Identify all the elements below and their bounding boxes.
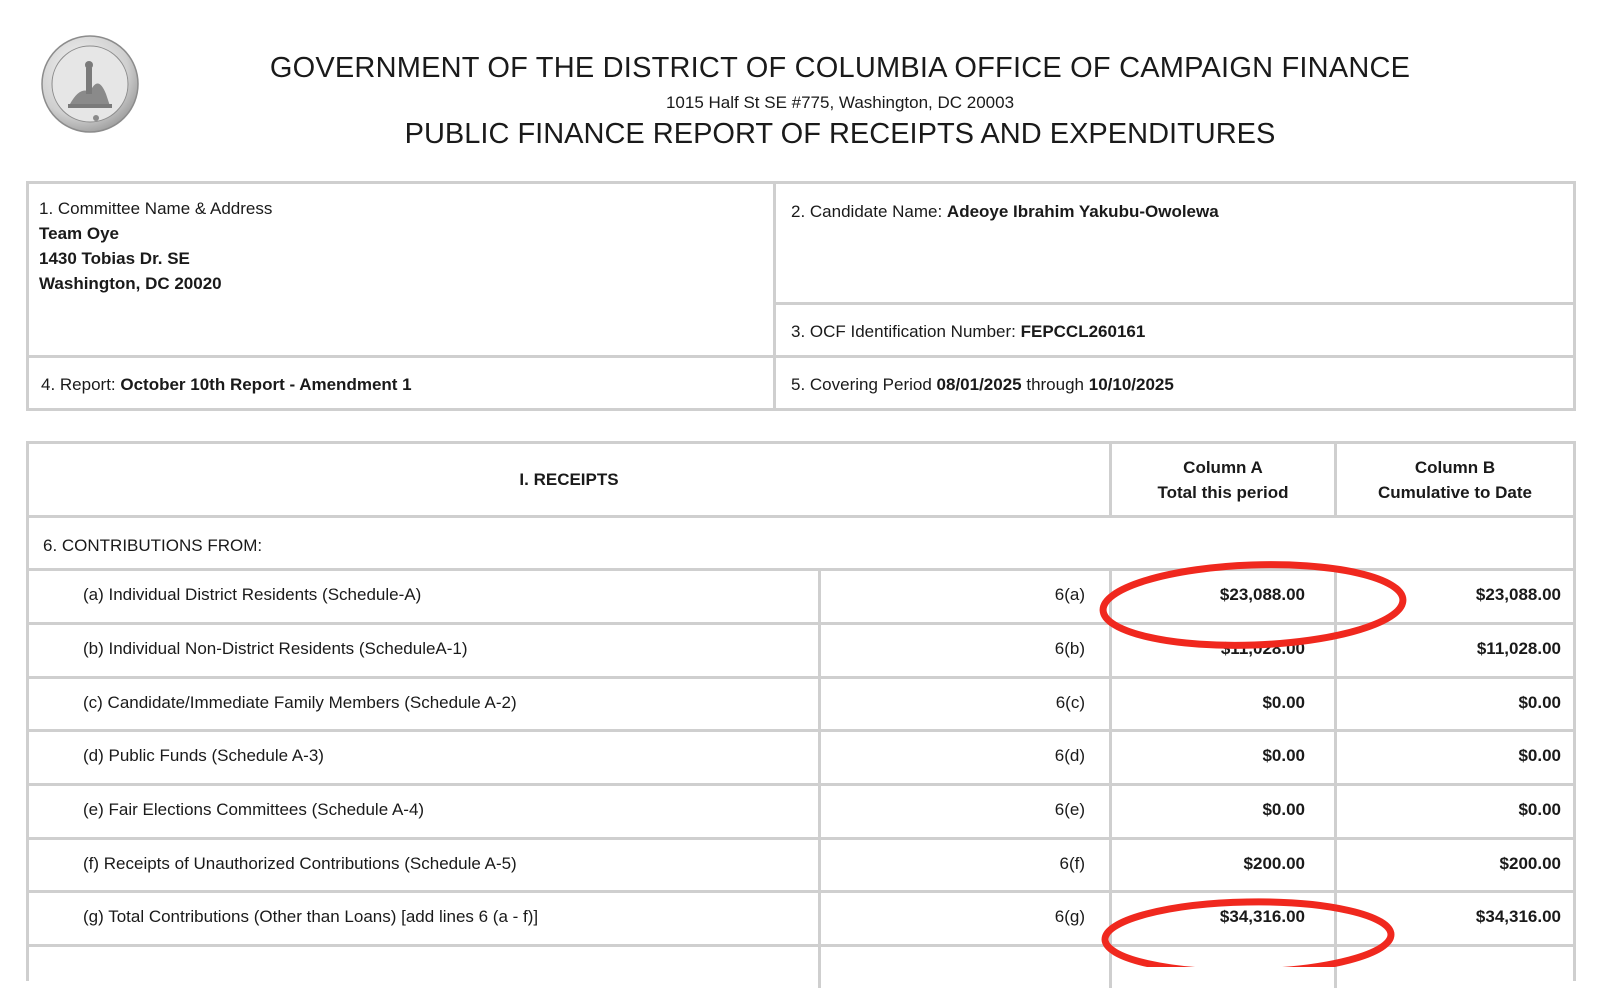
row-column-b-value: $23,088.00 bbox=[1475, 585, 1561, 604]
row-column-b-value: $34,316.00 bbox=[1475, 907, 1561, 926]
contributions-section-label: 6. CONTRIBUTIONS FROM: bbox=[43, 536, 263, 555]
row-description: (c) Candidate/Immediate Family Members (Schedule A-2) bbox=[83, 693, 517, 712]
table-row bbox=[29, 679, 1573, 730]
agency-title: GOVERNMENT OF THE DISTRICT OF COLUMBIA OFFICE OF CAMPAIGN FINANCE bbox=[269, 52, 1411, 84]
ocf-label: 3. OCF Identification Number: bbox=[791, 322, 1021, 341]
row-column-a-value: $11,028.00 bbox=[1220, 639, 1305, 658]
row-column-a-value: $34,316.00 bbox=[1219, 907, 1305, 926]
candidate-block bbox=[767, 199, 1219, 224]
receipts-table bbox=[26, 441, 1576, 981]
period-end: 10/10/2025 bbox=[1088, 375, 1174, 394]
committee-name: Team Oye bbox=[39, 224, 120, 243]
row-column-b-value: $0.00 bbox=[1518, 693, 1561, 712]
column-a-header bbox=[1112, 455, 1334, 505]
row-column-a-value: $0.00 bbox=[1262, 693, 1305, 712]
row-column-a-value: $23,088.00 bbox=[1219, 585, 1305, 604]
report-title: PUBLIC FINANCE REPORT OF RECEIPTS AND EXPENDITURES bbox=[404, 118, 1276, 150]
committee-street: 1430 Tobias Dr. SE bbox=[39, 249, 190, 268]
row-description: (d) Public Funds (Schedule A-3) bbox=[83, 746, 324, 765]
table-row bbox=[29, 571, 1573, 622]
column-b-title: Column B bbox=[1414, 458, 1496, 477]
row-line-number: 6(d) bbox=[1054, 746, 1085, 765]
row-description: (g) Total Contributions (Other than Loans) [add lines 6 (a - f)] bbox=[83, 907, 539, 926]
row-column-a-value: $0.00 bbox=[1262, 800, 1305, 819]
column-b-subtitle: Cumulative to Date bbox=[1378, 483, 1532, 502]
candidate-label: 2. Candidate Name: bbox=[791, 202, 947, 221]
period-label: 5. Covering Period bbox=[791, 375, 937, 394]
row-line-number: 6(c) bbox=[1055, 693, 1085, 712]
row-description: (a) Individual District Residents (Schedule-A) bbox=[83, 585, 422, 604]
committee-block bbox=[39, 196, 272, 296]
column-b-header bbox=[1337, 455, 1573, 505]
row-line-number: 6(g) bbox=[1054, 907, 1085, 926]
row-column-a-value: $200.00 bbox=[1243, 854, 1305, 873]
report-block bbox=[41, 372, 412, 397]
row-column-b-value: $11,028.00 bbox=[1476, 639, 1561, 658]
column-a-title: Column A bbox=[1183, 458, 1263, 477]
period-through: through bbox=[1021, 375, 1089, 394]
committee-info-box bbox=[26, 181, 1576, 411]
report-value: October 10th Report - Amendment 1 bbox=[120, 375, 412, 394]
column-a-subtitle: Total this period bbox=[1157, 483, 1289, 502]
ocf-block bbox=[767, 319, 1145, 344]
row-line-number: 6(a) bbox=[1054, 585, 1085, 604]
agency-address: 1015 Half St SE #775, Washington, DC 20003 bbox=[665, 93, 1015, 112]
candidate-name: Adeoye Ibrahim Yakubu-Owolewa bbox=[946, 202, 1219, 221]
table-row bbox=[29, 786, 1573, 837]
committee-label: 1. Committee Name & Address bbox=[39, 199, 273, 218]
table-row bbox=[29, 840, 1573, 891]
row-column-a-value: $0.00 bbox=[1262, 746, 1305, 765]
row-description: (b) Individual Non-District Residents (ScheduleA-1) bbox=[83, 639, 468, 658]
receipts-section-title: I. RECEIPTS bbox=[519, 470, 619, 489]
row-column-b-value: $0.00 bbox=[1518, 800, 1561, 819]
row-column-b-value: $0.00 bbox=[1518, 746, 1561, 765]
row-line-number: 6(f) bbox=[1059, 854, 1085, 873]
row-line-number: 6(e) bbox=[1054, 800, 1085, 819]
row-description: (f) Receipts of Unauthorized Contributions (Schedule A-5) bbox=[83, 854, 517, 873]
row-column-b-value: $200.00 bbox=[1499, 854, 1561, 873]
period-start: 08/01/2025 bbox=[936, 375, 1022, 394]
period-block bbox=[767, 372, 1174, 397]
report-label: 4. Report: bbox=[41, 375, 121, 394]
table-row bbox=[29, 625, 1573, 676]
committee-city: Washington, DC 20020 bbox=[39, 274, 222, 293]
table-row bbox=[29, 732, 1573, 783]
row-line-number: 6(b) bbox=[1054, 639, 1085, 658]
ocf-number: FEPCCL260161 bbox=[1020, 322, 1146, 341]
table-row bbox=[29, 893, 1573, 944]
row-description: (e) Fair Elections Committees (Schedule A-4) bbox=[83, 800, 425, 819]
